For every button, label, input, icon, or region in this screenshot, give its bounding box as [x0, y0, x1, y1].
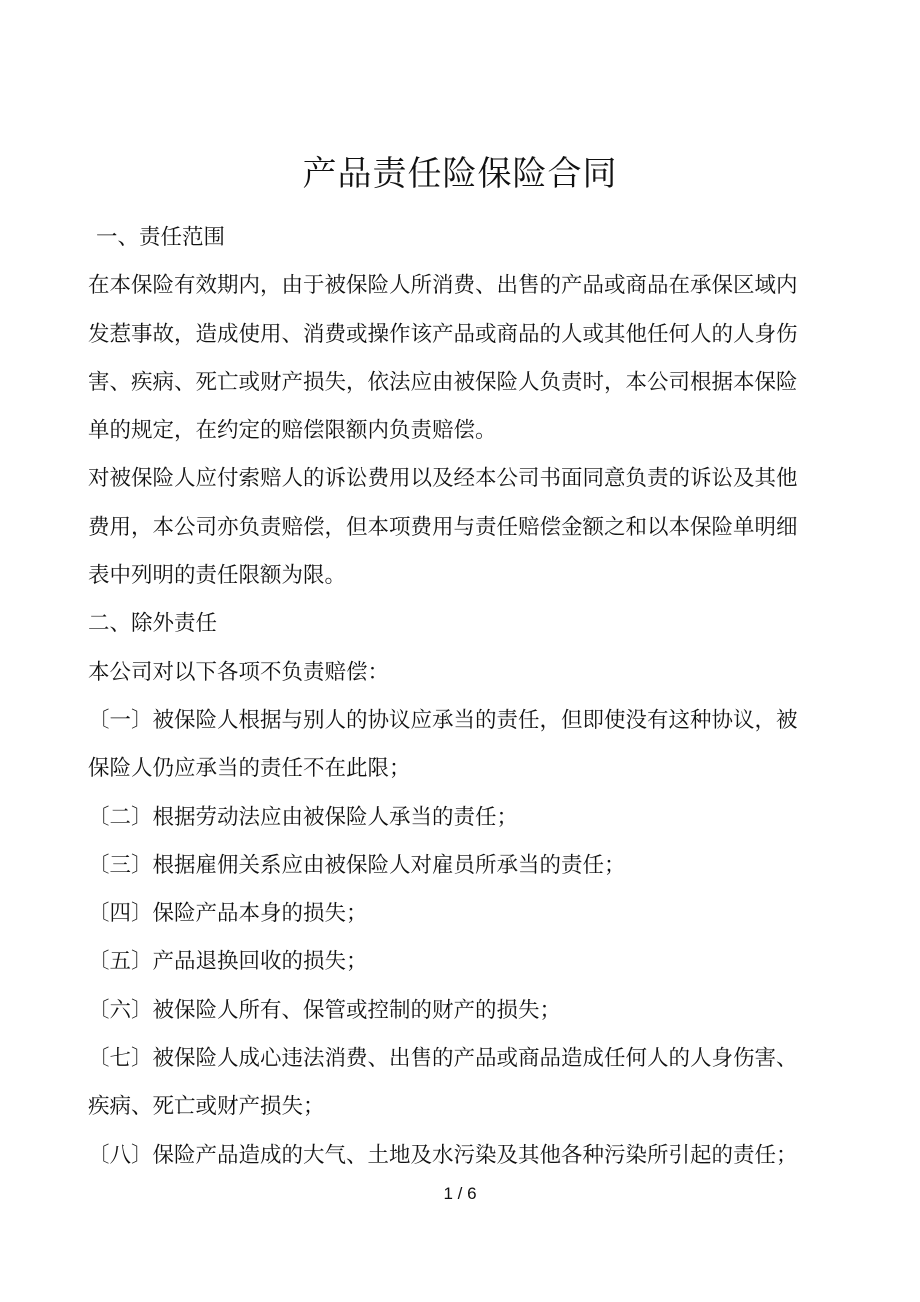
text-line: 单的规定，在约定的赔偿限额内负责赔偿。	[88, 418, 497, 444]
text-line: 在本保险有效期内，由于被保险人所消费、出售的产品或商品在承保区域内	[88, 273, 798, 299]
list-item: 〔四〕保险产品本身的损失；	[88, 901, 368, 927]
list-item: 〔二〕根据劳动法应由被保险人承当的责任；	[88, 804, 519, 830]
text-line: 表中列明的责任限额为限。	[88, 563, 347, 589]
text-line: 费用，本公司亦负责赔偿，但本项费用与责任赔偿金额之和以本保险单明细	[88, 514, 798, 540]
list-item: 〔七〕被保险人成心违法消费、出售的产品或商品造成任何人的人身伤害、	[88, 1046, 798, 1072]
text-line: 发惹事故，造成使用、消费或操作该产品或商品的人或其他任何人的人身伤	[88, 321, 798, 347]
section-heading: 一、责任范围	[96, 225, 226, 250]
list-item: 〔一〕被保险人根据与别人的协议应承当的责任，但即使没有这种协议，被	[88, 707, 798, 733]
section-heading: 二、除外责任	[88, 611, 218, 637]
text-line: 本公司对以下各项不负责赔偿：	[88, 659, 390, 685]
text-line: 害、疾病、死亡或财产损失，依法应由被保险人负责时，本公司根据本保险	[88, 369, 798, 395]
list-item: 〔六〕被保险人所有、保管或控制的财产的损失；	[88, 997, 562, 1023]
list-item: 〔八〕保险产品造成的大气、土地及水污染及其他各种污染所引起的责任；	[88, 1142, 798, 1168]
list-item: 〔五〕产品退换回收的损失；	[88, 949, 368, 975]
page-indicator: 1 / 6	[443, 1184, 477, 1203]
text-line: 对被保险人应付索赔人的诉讼费用以及经本公司书面同意负责的诉讼及其他	[88, 466, 798, 492]
text-line: 保险人仍应承当的责任不在此限；	[88, 756, 411, 782]
list-item: 〔三〕根据雇佣关系应由被保险人对雇员所承当的责任；	[88, 852, 626, 878]
text-line: 疾病、死亡或财产损失；	[88, 1094, 325, 1120]
document-title: 产品责任险保险合同	[302, 154, 618, 194]
document-body	[88, 214, 828, 1180]
